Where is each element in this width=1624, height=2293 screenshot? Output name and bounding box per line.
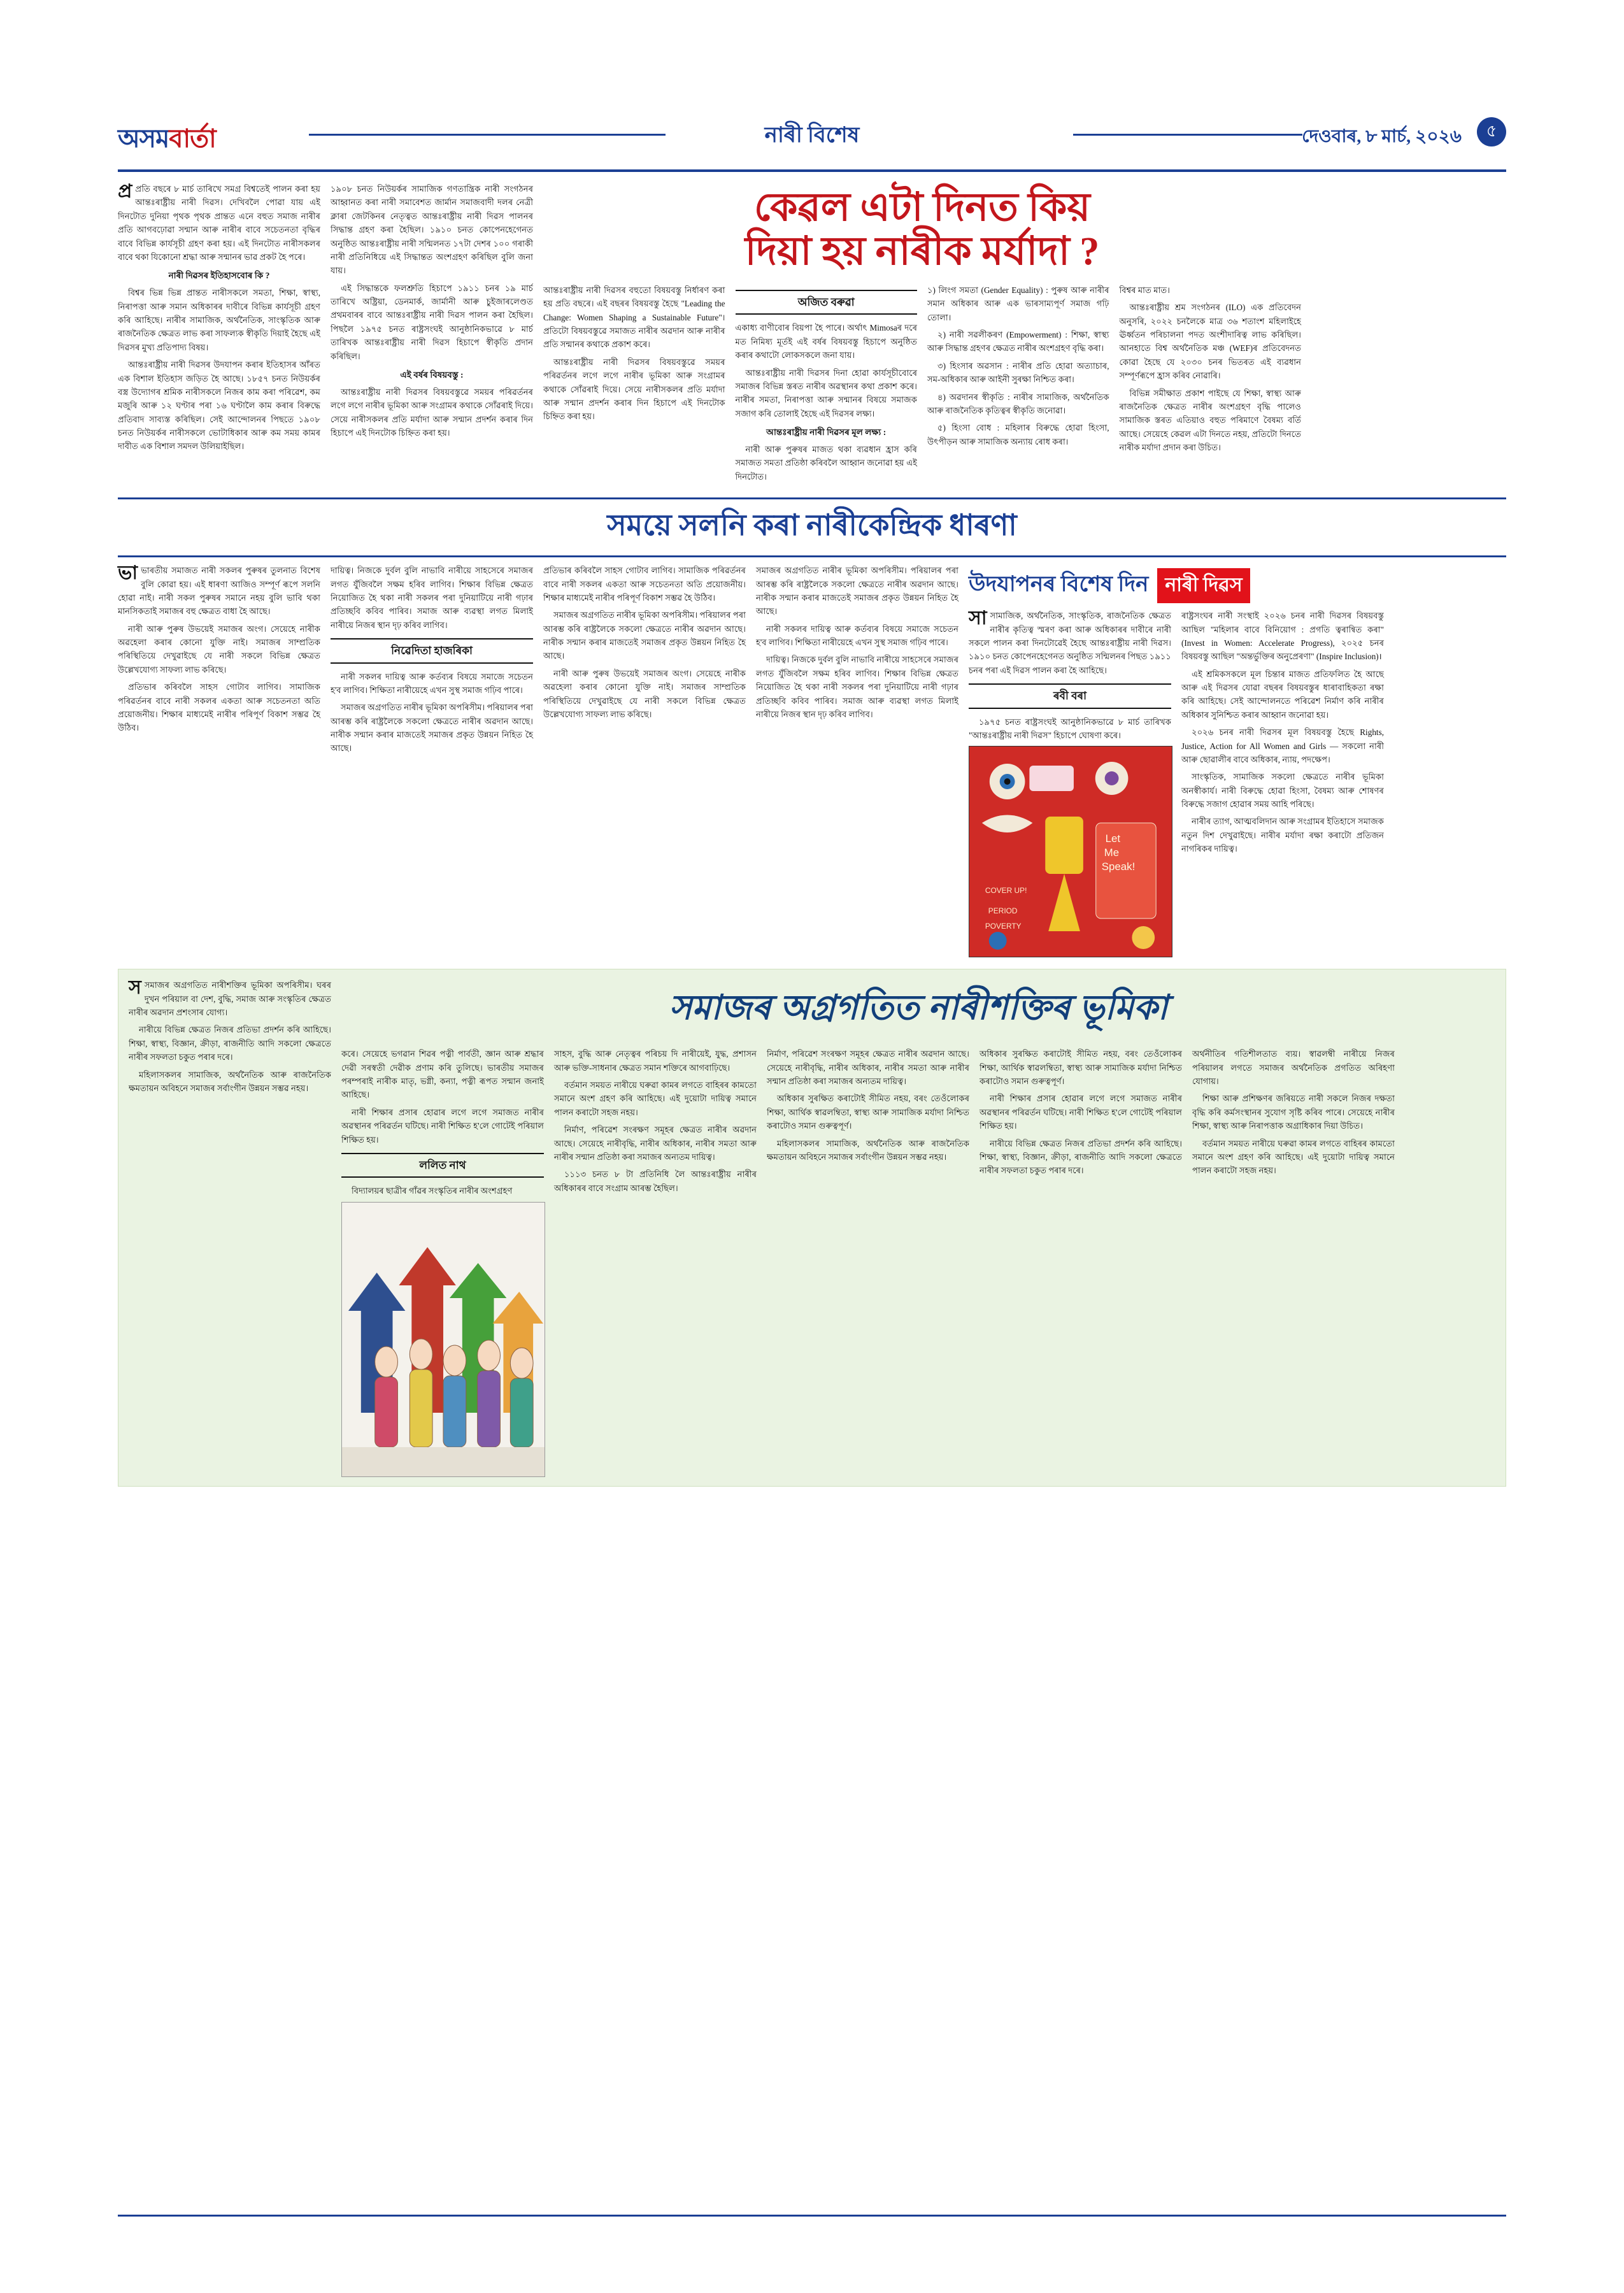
paragraph: প্ৰতিভাৰ কৰিবলৈ সাহস গোটাব লাগিব। সামাজিক পৰিৱৰ্তনৰ বাবে নাৰী সকলৰ একতা আৰু সচেতনতা অতি প্ৰয়োজনীয়। শিক্ষাৰ মাধ্যমেই নাৰীৰ পৰিপূৰ্ণ বিকাশ সম্ভৱ হৈ উঠিব। [118,682,320,733]
masthead-rule-left [309,134,666,136]
a4-col-4 [767,1047,969,1477]
paragraph: বিশ্বৰ ভিন্ন ভিন্ন প্ৰান্তত নাৰীসকলে সমতা, শিক্ষা, স্বাস্থ্য, নিৰাপত্তা আৰু সমান অধিকাৰৰ দাবীৰে বিভিন্ন কাৰ্যসূচী গ্ৰহণ কৰি আহিছে। নাৰীৰ সামাজিক, অৰ্থনৈতিক, সাংস্কৃতিক আৰু ৰাজনৈতিক ক্ষেত্ৰত লাভ কৰা সাফল্যক স্বীকৃতি দিয়াই হৈছে এই দিৱসৰ মুখ্য প্ৰতিপাদ্য বিষয়। [118,288,320,352]
article-3-heading-highlight: নাৰী দিৱস [1157,568,1250,603]
paragraph: সাহস, বুদ্ধি আৰু নেতৃত্বৰ পৰিচয় দি নাৰীয়েই, যুদ্ধ, প্ৰশাসন আৰু ভক্তি-সাধনাৰ ক্ষেত্ৰত সমান শক্তিৰে আগবাঢ়িছে। [554,1049,757,1073]
paragraph: ৫) হিংসা বোধ : মহিলাৰ বিৰুদ্ধে হোৱা হিংসা, উৎপীড়ন আৰু সামাজিক অন্যায় ৰোধ কৰা। [927,423,1109,446]
svg-text:PERIOD: PERIOD [988,906,1018,916]
paragraph: প্ৰতিভাৰ কৰিবলৈ সাহস গোটাব লাগিব। সামাজিক পৰিৱৰ্তনৰ বাবে নাৰী সকলৰ একতা আৰু সচেতনতা অতি প্ৰয়োজনীয়। শিক্ষাৰ মাধ্যমেই নাৰীৰ পৰিপূৰ্ণ বিকাশ সম্ভৱ হৈ উঠিব। [543,566,746,603]
paragraph: নাৰীৰ ত্যাগ, আত্মবলিদান আৰু সংগ্ৰামৰ ইতিহাসে সমাজক নতুন দিশ দেখুৱাইছে। নাৰীৰ মৰ্যাদা ৰক্ষা কৰাটো প্ৰতিজন নাগৰিকৰ দায়িত্ব। [1181,817,1384,854]
paragraph: এই শ্ৰমিকসকলে মূল চিন্তাৰ মাজত প্ৰতিফলিত হৈ আছে আৰু এই দিৱসৰ যোৱা বছৰৰ বিষয়বস্তুৰ ধাৰাবাহিকতা ৰক্ষা কৰি আহিছে। সেই আন্দোলনতে পৰিৱেশ নিৰ্মাণ কৰি নাৰীৰ অধিকাৰ সুনিশ্চিত কৰাৰ আহ্বান জনোৱা হয়। [1181,669,1384,720]
paragraph: ৰাষ্ট্ৰসংঘৰ নাৰী সংস্থাই ২০২৬ চনৰ নাৰী দিৱসৰ বিষয়বস্তু আছিল "মহিলাৰ বাবে বিনিয়োগ : প্ৰগতি ত্বৰান্বিত কৰা" (Invest in Women: Accelerate Progress), ২০২৫ চনৰ বিষয়বস্তু আছিল "অন্তৰ্ভুক্তিৰ অনুপ্ৰেৰণা" (Inspire Inclusion)। [1181,611,1384,662]
article-4-heading: সমাজৰ অগ্ৰগতিত নাৰীশক্তিৰ ভূমিকা [669,989,1168,1027]
article-3-heading-part1: উদযাপনৰ বিশেষ দিন [969,573,1149,597]
paper-logo [118,118,216,161]
paragraph: ১) লিংগ সমতা (Gender Equality) : পুৰুষ আৰু নাৰীৰ সমান অধিকাৰ আৰু এক ভাৰসাম্যপূৰ্ণ সমাজ গঢ়ি তোলা। [927,285,1109,322]
paragraph: নাৰী আৰু পুৰুষৰ মাজত থকা ব্যৱধান হ্ৰাস কৰি সমাজত সমতা প্ৰতিষ্ঠা কৰিবলৈ আহ্বান জনোৱা হয় এই দিনটোত। [735,445,917,482]
lead-column-1 [118,182,320,487]
paper-name-part2: বাৰ্তা [169,124,216,153]
byline-lalit-nath: ললিত নাথ [341,1153,544,1178]
paragraph: ভাভাৰতীয় সমাজত নাৰী সকলৰ পুৰুষৰ তুলনাত বিশেষ বুলি কোৱা হয়। এই ধাৰণা আজিও সম্পূৰ্ণ ৰূপে সলনি হোৱা নাই। নাৰী সকল পুৰুষৰ সমানে নহয় বুলি ভাবি থকা মানসিকতাই সমাজৰ বহু ক্ষেত্ৰত বাধা হৈ আছে। [118,562,320,617]
subheading-goals: আন্তঃৰাষ্ট্ৰীয় নাৰী দিৱসৰ মূল লক্ষ্য : [766,427,887,438]
paragraph: নাৰীয়ে বিভিন্ন ক্ষেত্ৰত নিজৰ প্ৰতিভা প্ৰদৰ্শন কৰি আহিছে। শিক্ষা, স্বাস্থ্য, বিজ্ঞান, ক্ৰীড়া, ৰাজনীতি আদি সকলো ক্ষেত্ৰতে নাৰীৰ সফলতা চকুত পৰাৰ দৰে। [129,1025,331,1062]
a2-col-3 [543,564,746,957]
lead-column-2 [331,182,533,487]
a4-col-1 [129,978,331,1477]
paragraph: সমাজৰ অগ্ৰগতিত নাৰীৰ ভূমিকা অপৰিসীম। পৰিয়ালৰ পৰা আৰম্ভ কৰি ৰাষ্ট্ৰলৈকে সকলো ক্ষেত্ৰতে নাৰীৰ অৱদান আছে। নাৰীক সন্মান কৰাৰ মাজতেই সমাজৰ প্ৰকৃত উন্নয়ন নিহিত হৈ আছে। [331,703,533,754]
paragraph: নাৰী শিক্ষাৰ প্ৰসাৰ হোৱাৰ লগে লগে সমাজত নাৰীৰ অৱস্থানৰ পৰিৱৰ্তন ঘটিছে। নাৰী শিক্ষিত হ'লে গোটেই পৰিয়াল শিক্ষিত হয়। [979,1094,1182,1131]
paragraph: দায়িত্ব। নিজকে দুৰ্বল বুলি নাভাবি নাৰীয়ে সাহসেৰে সমাজৰ লগত যুঁজিবলৈ সক্ষম হৰিব লাগিব। শিক্ষাৰ বিভিন্ন ক্ষেত্ৰত নিয়োজিত হৈ থকা নাৰী সকলৰ পৰা দুনিয়াটিয়ে নাৰী গঢ়াৰ প্ৰতিচ্ছবি কবিব পাৰিব। সমাজ আৰু ব্যৱস্থা লগত মিলাই নাৰীয়ে নিজৰ স্থান দৃঢ় কৰিব লাগিব। [331,566,533,630]
subheading-history: নাৰী দিৱসৰ ইতিহাসবোৰ কি ? [168,271,270,281]
a4-col-5 [979,1047,1182,1477]
paragraph: এই সিদ্ধান্তকে ফলশ্ৰুতি হিচাপে ১৯১১ চনৰ ১৯ মাৰ্চ তাৰিখে অষ্ট্ৰিয়া, ডেনমাৰ্ক, জাৰ্মানী আৰু চুইজাৰলেণ্ডত প্ৰথমবাৰৰ বাবে আন্তঃৰাষ্ট্ৰীয় নাৰী দিৱস পালন কৰা হৈছিল। পিছলৈ ১৯৭৫ চনত ৰাষ্ট্ৰসংঘই আনুষ্ঠানিকভাৱে ৮ মাৰ্চ তাৰিখক আন্তঃৰাষ্ট্ৰীয় নাৰী দিৱস হিচাপে স্বীকৃতি প্ৰদান কৰিছিল। [331,283,533,361]
lead-main [543,182,1301,487]
paragraph: নাৰী সকলৰ দায়িত্ব আৰু কৰ্তব্যৰ বিষয়ে সমাজে সচেতন হ'ব লাগিব। শিক্ষিতা নাৰীয়েহে এখন সুস্থ সমাজ গঢ়িব পাৰে। [331,671,533,695]
svg-text:COVER UP!: COVER UP! [985,886,1027,896]
paragraph: নিৰ্মাণ, পৰিৱেশ সংৰক্ষণ সমূহৰ ক্ষেত্ৰত নাৰীৰ অৱদান আছে। সেয়েহে নাৰীবৃদ্ধি, নাৰীৰ অধিকাৰ, নাৰীৰ সমতা আৰু নাৰীৰ সন্মান প্ৰতিষ্ঠা কৰা সমাজৰ অন্যতম দায়িত্ব। [767,1049,969,1087]
a2-col-4 [756,564,958,957]
byline-nibedita-hazarika: নিৱেদিতা হাজৰিকা [331,638,533,664]
paragraph: ১১১৩ চনত ৮ টা প্ৰতিনিধি লৈ আন্তঃৰাষ্ট্ৰীয় নাৰীৰ অধিকাৰৰ বাবে সংগ্ৰাম আৰম্ভ হৈছিল। [554,1169,757,1193]
paragraph: বিভিন্ন সমীক্ষাত প্ৰকাশ পাইছে যে শিক্ষা, স্বাস্থ্য আৰু ৰাজনৈতিক ক্ষেত্ৰত নাৰীৰ অংশগ্ৰহণ বৃদ্ধি পালেও সামাজিক স্তৰত এতিয়াও বহুত পৰিমাণে বৈষম্য বৰ্তি আছে। সেয়েহে কেৱল এটা দিনতে নহয়, প্ৰতিটো দিনতে নাৰীক মৰ্যাদা প্ৰদান কৰা উচিত। [1119,388,1301,452]
paragraph: বৰ্তমান সময়ত নাৰীয়ে ঘৰুৱা কামৰ লগতে বাহিৰৰ কামতো সমানে অংশ গ্ৰহণ কৰি আহিছে। এই দুয়োটা দায়িত্ব সমানে পালন কৰাটো সহজ নহয়। [1192,1138,1395,1176]
paragraph: সাসামাজিক, অৰ্থনৈতিক, সাংস্কৃতিক, ৰাজনৈতিক ক্ষেত্ৰত নাৰীৰ কৃতিত্ব স্মৰণ কৰা আৰু অধিকাৰৰ দাবীৰে নাৰী সকলে পালন কৰা দিনটোৱেই হৈছে আন্তঃৰাষ্ট্ৰীয় নাৰী দিৱস। ১৯১০ চনত কোপেনহেগেনত অনুষ্ঠিত সন্মিলনৰ পিছত ১৯১১ চনৰ পৰা এই দিৱস পালন কৰা হৈ আহিছে। [969,608,1171,675]
paragraph: আন্তঃৰাষ্ট্ৰীয় নাৰী দিৱসৰ বিষয়বস্তুৱে সময়ৰ পৰিৱৰ্তনৰ লগে লগে নাৰীৰ ভূমিকা আৰু সংগ্ৰামৰ কথাকে সোঁৱৰাই দিয়ে। সেয়ে নাৰীসকলৰ প্ৰতি মৰ্যাদা আৰু সন্মান প্ৰদৰ্শন কৰাৰ দিন হিচাপে এই দিনটোক চিহ্নিত কৰা হয়। [331,387,533,438]
subheading-theme: এই বৰ্ষৰ বিষয়বস্তু : [400,369,464,380]
paragraph: ২) নাৰী সৱলীকৰণ (Empowerment) : শিক্ষা, স্বাস্থ্য আৰু সিদ্ধান্ত গ্ৰহণৰ ক্ষেত্ৰত নাৰীৰ অংশগ্ৰহণ বৃদ্ধি কৰা। [927,330,1109,354]
paragraph: নাৰীয়ে বিভিন্ন ক্ষেত্ৰত নিজৰ প্ৰতিভা প্ৰদৰ্শন কৰি আহিছে। শিক্ষা, স্বাস্থ্য, বিজ্ঞান, ক্ৰীড়া, ৰাজনীতি আদি সকলো ক্ষেত্ৰতে নাৰীৰ সফলতা চকুত পৰাৰ দৰে। [979,1138,1182,1176]
footer-rule [118,2215,1506,2217]
dropcap: স [129,977,141,999]
a4-col-2 [341,1047,544,1477]
a2-col-2 [331,564,533,957]
paragraph: ১৯০৮ চনত নিউয়ৰ্কৰ সামাজিক গণতান্ত্ৰিক নাৰী সংগঠনৰ আহ্বানত কৰা নাৰী সমাবেশত জাৰ্মান সমাজবাদী দলৰ নেত্ৰী ক্লাৰা জেটকিনৰ নেতৃত্বত আন্তঃৰাষ্ট্ৰীয় নাৰী দিৱস পালনৰ সিদ্ধান্ত গ্ৰহণ কৰা হৈছিল। ১৯১০ চনত কোপেনহেগেনত অনুষ্ঠিত আন্তঃৰাষ্ট্ৰীয় নাৰী সন্মিলনত ১৭টা দেশৰ ১০০ গৰাকী নাৰী প্ৰতিনিধিয়ে এই সিদ্ধান্তত অংশগ্ৰহণ কৰিছিল বুলি জনা যায়। [331,184,533,276]
paragraph: ২০২৬ চনৰ নাৰী দিৱসৰ মূল বিষয়বস্তু হৈছে Rights, Justice, Action for All Women and Girls — সকলো নাৰী আৰু ছোৱালীৰ বাবে অধিকাৰ, ন্যায়, পদক্ষেপ। [1181,727,1384,764]
illustration-svg-2 [342,1203,545,1476]
paragraph: আন্তঃৰাষ্ট্ৰীয় নাৰী দিৱসৰ দিনা হোৱা কাৰ্যসূচীবোৰে সমাজৰ বিভিন্ন স্তৰত নাৰীৰ অৱস্থানৰ কথা প্ৰকাশ কৰে। নাৰীৰ সমতা, নিৰাপত্তা আৰু সন্মানৰ বিষয়ে সমাজক সজাগ কৰি তোলাই হৈছে এই দিৱসৰ লক্ষ্য। [735,368,917,418]
lead-column-4 [736,283,918,487]
paragraph: আন্তঃৰাষ্ট্ৰীয় নাৰী দিৱসৰ বিষয়বস্তুৱে সময়ৰ পৰিৱৰ্তনৰ লগে লগে নাৰীৰ ভূমিকা আৰু সংগ্ৰামৰ কথাকে সোঁৱৰাই দিয়ে। সেয়ে নাৰীসকলৰ প্ৰতি মৰ্যাদা আৰু সন্মান প্ৰদৰ্শন কৰাৰ দিন হিচাপে এই দিনটোক চিহ্নিত কৰা হয়। [543,357,725,422]
paragraph: একাধ্য বাণীবোৰ বিয়পা হৈ পাৰে। অৰ্থাৎ Mimosaৰ দৰে মত নিমিষ্য মূৰ্তই এই বৰ্ষৰ বিষয়বস্তু হিচাপে অনুষ্ঠিত কৰাৰ কথাটো লোকসকলে জনা যায়। [735,323,917,361]
a3-col-1 [969,609,1171,957]
a3-col-2 [1181,609,1384,957]
article-2-heading: সময়ে সলনি কৰা নাৰীকেন্দ্ৰিক ধাৰণা [607,509,1017,542]
paragraph: নাৰী সকলৰ দায়িত্ব আৰু কৰ্তব্যৰ বিষয়ে সমাজে সচেতন হ'ব লাগিব। শিক্ষিতা নাৰীয়েহে এখন সুস্থ সমাজ গঢ়িব পাৰে। [756,624,958,648]
paragraph: অধিকাৰ সুৰক্ষিত কৰাটোই সীমিত নহয়, বৰং তেওঁলোকৰ শিক্ষা, আৰ্থিক স্বাৱলম্বিতা, স্বাস্থ্য আৰু সামাজিক মৰ্যাদা নিশ্চিত কৰাটোও সমান গুৰুত্বপূৰ্ণ। [767,1094,969,1131]
paragraph: কৰে। সেয়েহে ভগৱান শিৱৰ পত্নী পাৰ্বতী, জ্ঞান আৰু শ্ৰদ্ধাৰ দেৱী সৰস্বতী দেৱীক প্ৰণাম কৰি তুলিছে। ভাৰতীয় সমাজৰ পৰম্পৰাই নাৰীক মাতৃ, ভগ্নী, কন্যা, পত্নী ৰূপত সন্মান জনাই আহিছে। [341,1049,544,1100]
svg-text:Speak!: Speak! [1101,861,1136,873]
article-3 [969,564,1389,957]
paragraph: অৰ্থনীতিৰ গতিশীলতাত ব্যয়। স্বাৱলম্বী নাৰীয়ে নিজৰ পৰিয়ালৰ লগতে সমাজৰ অৰ্থনৈতিক প্ৰগতিত অৰিহণা যোগায়। [1192,1049,1395,1087]
a4-col-3 [554,1047,757,1477]
paragraph: দায়িত্ব। নিজকে দুৰ্বল বুলি নাভাবি নাৰীয়ে সাহসেৰে সমাজৰ লগত যুঁজিবলৈ সক্ষম হৰিব লাগিব। শিক্ষাৰ বিভিন্ন ক্ষেত্ৰত নিয়োজিত হৈ থকা নাৰী সকলৰ পৰা দুনিয়াটিয়ে নাৰী গঢ়াৰ প্ৰতিচ্ছবি কবিব পাৰিব। সমাজ আৰু ব্যৱস্থা লগত মিলাই নাৰীয়ে নিজৰ স্থান দৃঢ় কৰিব লাগিব। [756,655,958,719]
dropcap: সা [969,608,987,629]
headline-line-1: কেৱল এটা দিনত কিয় [754,186,1090,229]
illustration-svg [969,746,1172,957]
paragraph: বৰ্তমান সময়ত নাৰীয়ে ঘৰুৱা কামৰ লগতে বাহিৰৰ কামতো সমানে অংশ গ্ৰহণ কৰি আহিছে। এই দুয়োটা দায়িত্ব সমানে পালন কৰাটো সহজ নহয়। [554,1080,757,1117]
lead-column-3 [543,283,725,487]
article-2-body [118,564,1506,957]
paragraph: শিক্ষা আৰু প্ৰশিক্ষণৰ জৰিয়তে নাৰী সকলে নিজৰ দক্ষতা বৃদ্ধি কৰি কৰ্মসংস্থানৰ সুযোগ সৃষ্টি কৰিব পাৰে। সেয়েহে নাৰীৰ শিক্ষা, স্বাস্থ্য আৰু নিৰাপত্তাক অগ্ৰাধিকাৰ দিয়া উচিত। [1192,1094,1395,1131]
section-title: নাৰী বিশেষ [764,124,860,147]
paragraph: মহিলাসকলৰ সামাজিক, অৰ্থনৈতিক আৰু ৰাজনৈতিক ক্ষমতায়ন অবিহনে সমাজৰ সৰ্বাংগীন উন্নয়ন সম্ভৱ নহয়। [767,1138,969,1162]
paragraph: আন্তঃৰাষ্ট্ৰীয় নাৰী দিৱসৰ উদযাপন কৰাৰ ইতিহাসৰ আঁৰত এক বিশাল ইতিহাস জড়িত হৈ আছে। ১৮৫৭ চনত নিউয়ৰ্কৰ বস্ত্ৰ উদ্যোগৰ শ্ৰমিক নাৰীসকলে নিজৰ কাম কৰা পৰিৱেশ, কম মজুৰি আৰু ১২ ঘণ্টাৰ পৰা ১৬ ঘণ্টালৈ কাম কৰাৰ বিৰুদ্ধে প্ৰতিবাদ সাব্যস্ত কৰিছিল। সেই আন্দোলনৰ পিছতে ১৯০৮ চনত নিউয়ৰ্কৰ নাৰীসকলে ভোটাধিকাৰ আৰু কম সময় কামৰ দাবীত এক বিশাল সমদল উলিয়াইছিল। [118,360,320,452]
page-number-badge: ৫ [1477,117,1506,146]
article-lead [118,182,1506,487]
banner-article-2 [118,497,1506,557]
a4-col-6 [1192,1047,1395,1477]
lead-column-5 [927,283,1109,487]
headline-line-2: দিয়া হয় নাৰীক মৰ্যাদা ? [744,230,1100,274]
svg-text:POVERTY: POVERTY [985,922,1022,931]
paragraph: নাৰী শিক্ষাৰ প্ৰসাৰ হোৱাৰ লগে লগে সমাজত নাৰীৰ অৱস্থানৰ পৰিৱৰ্তন ঘটিছে। নাৰী শিক্ষিত হ'লে গোটেই পৰিয়াল শিক্ষিত হয়। [341,1107,544,1145]
paragraph: ৪) অৱদানৰ স্বীকৃতি : নাৰীৰ সামাজিক, অৰ্থনৈতিক আৰু ৰাজনৈতিক কৃতিত্বৰ স্বীকৃতি জনোৱা। [927,392,1109,415]
article-3-heading [969,568,1389,604]
svg-text:Let: Let [1105,832,1121,845]
page-title [543,186,1301,275]
byline-rabi-bora: ৰবী বৰা [969,683,1171,709]
paragraph: বিদ্যালয়ৰ ছাত্ৰীৰ গাঁৱৰ সংস্কৃতিৰ নাৰীৰ অংশগ্ৰহণ [352,1186,513,1196]
paragraph: নাৰী আৰু পুৰুষ উভয়েই সমাজৰ অংগ। সেয়েহে নাৰীক অৱহেলা কৰাৰ কোনো যুক্তি নাই। সমাজৰ সাম্প্ৰতিক পৰিস্থিতিয়ে দেখুৱাইছে যে নাৰী সকলে বিভিন্ন ক্ষেত্ৰত উল্লেখযোগ্য সাফল্য লাভ কৰিছে। [118,624,320,675]
paragraph: প্ৰ প্ৰতি বছৰে ৮ মাৰ্চ তাৰিখে সমগ্ৰ বিশ্বতেই পালন কৰা হয় আন্তঃৰাষ্ট্ৰীয় নাৰী দিৱস। দেখিবলৈ পোৱা যায় এই দিনটোত দুনিয়া পৃথক পৃথক প্ৰান্তত এনে বহুত সমাজ নাৰীৰ প্ৰতি আগবঢ়োৱা সন্মান আৰু নাৰীৰ বাবে সচেতনতা বৃদ্ধিৰ বাবে বিভিন্ন কাৰ্যসূচী গ্ৰহণ কৰা হয়। এই দিনটোত নাৰীসকলৰ বাবে থকা যিকোনো শ্ৰদ্ধা আৰু সন্মানৰ ভাৱ প্ৰকট হৈ পৰে। [118,181,320,262]
article-4 [118,969,1506,1487]
svg-text:Me: Me [1104,846,1120,859]
paragraph: আন্তঃৰাষ্ট্ৰীয় নাৰী দিৱসৰ বহুতো বিষয়বস্তু নিৰ্ধাৰণ কৰা হয় প্ৰতি বছৰে। এই বছৰৰ বিষয়বস্তু হৈছে "Leading the Change: Women Shaping a Sustainable Future"। প্ৰতিটো বিষয়বস্তুৱে সমাজত নাৰীৰ অৱদান আৰু নাৰীৰ প্ৰতি সন্মানৰ কথাকে প্ৰকাশ কৰে। [543,285,725,350]
paragraph: অধিকাৰ সুৰক্ষিত কৰাটোই সীমিত নহয়, বৰং তেওঁলোকৰ শিক্ষা, আৰ্থিক স্বাৱলম্বিতা, স্বাস্থ্য আৰু সামাজিক মৰ্যাদা নিশ্চিত কৰাটোও সমান গুৰুত্বপূৰ্ণ। [979,1049,1182,1087]
paragraph: নিৰ্মাণ, পৰিৱেশ সংৰক্ষণ সমূহৰ ক্ষেত্ৰত নাৰীৰ অৱদান আছে। সেয়েহে নাৰীবৃদ্ধি, নাৰীৰ অধিকাৰ, নাৰীৰ সমতা আৰু নাৰীৰ সন্মান প্ৰতিষ্ঠা কৰা সমাজৰ অন্যতম দায়িত্ব। [554,1125,757,1162]
paragraph: সসমাজৰ অগ্ৰগতিত নাৰীশক্তিৰ ভূমিকা অপৰিসীম। ঘৰৰ দুখন পৰিয়াল বা দেশ, বুদ্ধি, সমাজ আৰু সংস্কৃতিৰ ক্ষেত্ৰত নাৰীৰ অৱদান প্ৰশংসাৰ যোগ্য। [129,977,331,1018]
paragraph: সাংস্কৃতিক, সামাজিক সকলো ক্ষেত্ৰতে নাৰীৰ ভূমিকা অনস্বীকাৰ্য। নাৰী বিৰুদ্ধে হোৱা হিংসা, বৈষম্য আৰু শোষণৰ বিৰুদ্ধে সজাগ হোৱাৰ সময় আহি পৰিছে। [1181,772,1384,810]
paragraph: সমাজৰ অগ্ৰগতিত নাৰীৰ ভূমিকা অপৰিসীম। পৰিয়ালৰ পৰা আৰম্ভ কৰি ৰাষ্ট্ৰলৈকে সকলো ক্ষেত্ৰতে নাৰীৰ অৱদান আছে। নাৰীক সন্মান কৰাৰ মাজতেই সমাজৰ প্ৰকৃত উন্নয়ন নিহিত হৈ আছে। [543,610,746,661]
paragraph: সমাজৰ অগ্ৰগতিত নাৰীৰ ভূমিকা অপৰিসীম। পৰিয়ালৰ পৰা আৰম্ভ কৰি ৰাষ্ট্ৰলৈকে সকলো ক্ষেত্ৰতে নাৰীৰ অৱদান আছে। নাৰীক সন্মান কৰাৰ মাজতেই সমাজৰ প্ৰকৃত উন্নয়ন নিহিত হৈ আছে। [756,566,958,617]
publication-date: দেওবাৰ, ৮ মাৰ্চ, ২০২৬ [1302,127,1462,146]
illustration-women-protest [969,746,1172,957]
dropcap: ভা [118,562,138,584]
paragraph: নাৰী আৰু পুৰুষ উভয়েই সমাজৰ অংগ। সেয়েহে নাৰীক অৱহেলা কৰাৰ কোনো যুক্তি নাই। সমাজৰ সাম্প্ৰতিক পৰিস্থিতিয়ে দেখুৱাইছে যে নাৰী সকলে বিভিন্ন ক্ষেত্ৰত উল্লেখযোগ্য সাফল্য লাভ কৰিছে। [543,668,746,719]
illustration-women-arrows [341,1202,545,1477]
a2-col-1 [118,564,320,957]
dropcap: প্ৰ [118,181,132,202]
paragraph: ১৯৭৫ চনত ৰাষ্ট্ৰসংঘই আনুষ্ঠানিকভাৱে ৮ মাৰ্চ তাৰিখক "আন্তঃৰাষ্ট্ৰীয় নাৰী দিৱস" হিচাপে ঘোষণা কৰে। [969,717,1171,740]
masthead [118,115,1506,172]
lead-column-6 [1120,283,1302,487]
paragraph: ৩) হিংসাৰ অৱসান : নাৰীৰ প্ৰতি হোৱা অত্যাচাৰ, সম-অধিকাৰ আৰু আইনী সুৰক্ষা নিশ্চিত কৰা। [927,361,1109,385]
masthead-rule-right [1073,134,1302,136]
paragraph: মহিলাসকলৰ সামাজিক, অৰ্থনৈতিক আৰু ৰাজনৈতিক ক্ষমতায়ন অবিহনে সমাজৰ সৰ্বাংগীন উন্নয়ন সম্ভৱ নহয়। [129,1069,331,1093]
paragraph: আন্তঃৰাষ্ট্ৰীয় শ্ৰম সংগঠনৰ (ILO) এক প্ৰতিবেদন অনুসৰি, ২০২২ চনলৈকে মাত্ৰ ৩৬ শতাংশ মহিলাইহে ঊৰ্ধ্বতন পৰিচালনা পদত অংশীদাৰিত্ব লাভ কৰিছিল। আনহাতে বিশ্ব অৰ্থনৈতিক মঞ্চ (WEF)ৰ প্ৰতিবেদনত কোৱা হৈছে যে ২০৩০ চনৰ ভিতৰত এই ব্যৱধান সম্পূৰ্ণৰূপে হ্ৰাস কৰিব নোৱাৰি। [1119,303,1301,381]
paragraph: বিশ্বৰ মাত মাত। [1119,285,1170,295]
paper-name-part1: অসম [118,124,169,153]
byline-ajit-baruah: অজিত বৰুৱা [736,290,918,315]
